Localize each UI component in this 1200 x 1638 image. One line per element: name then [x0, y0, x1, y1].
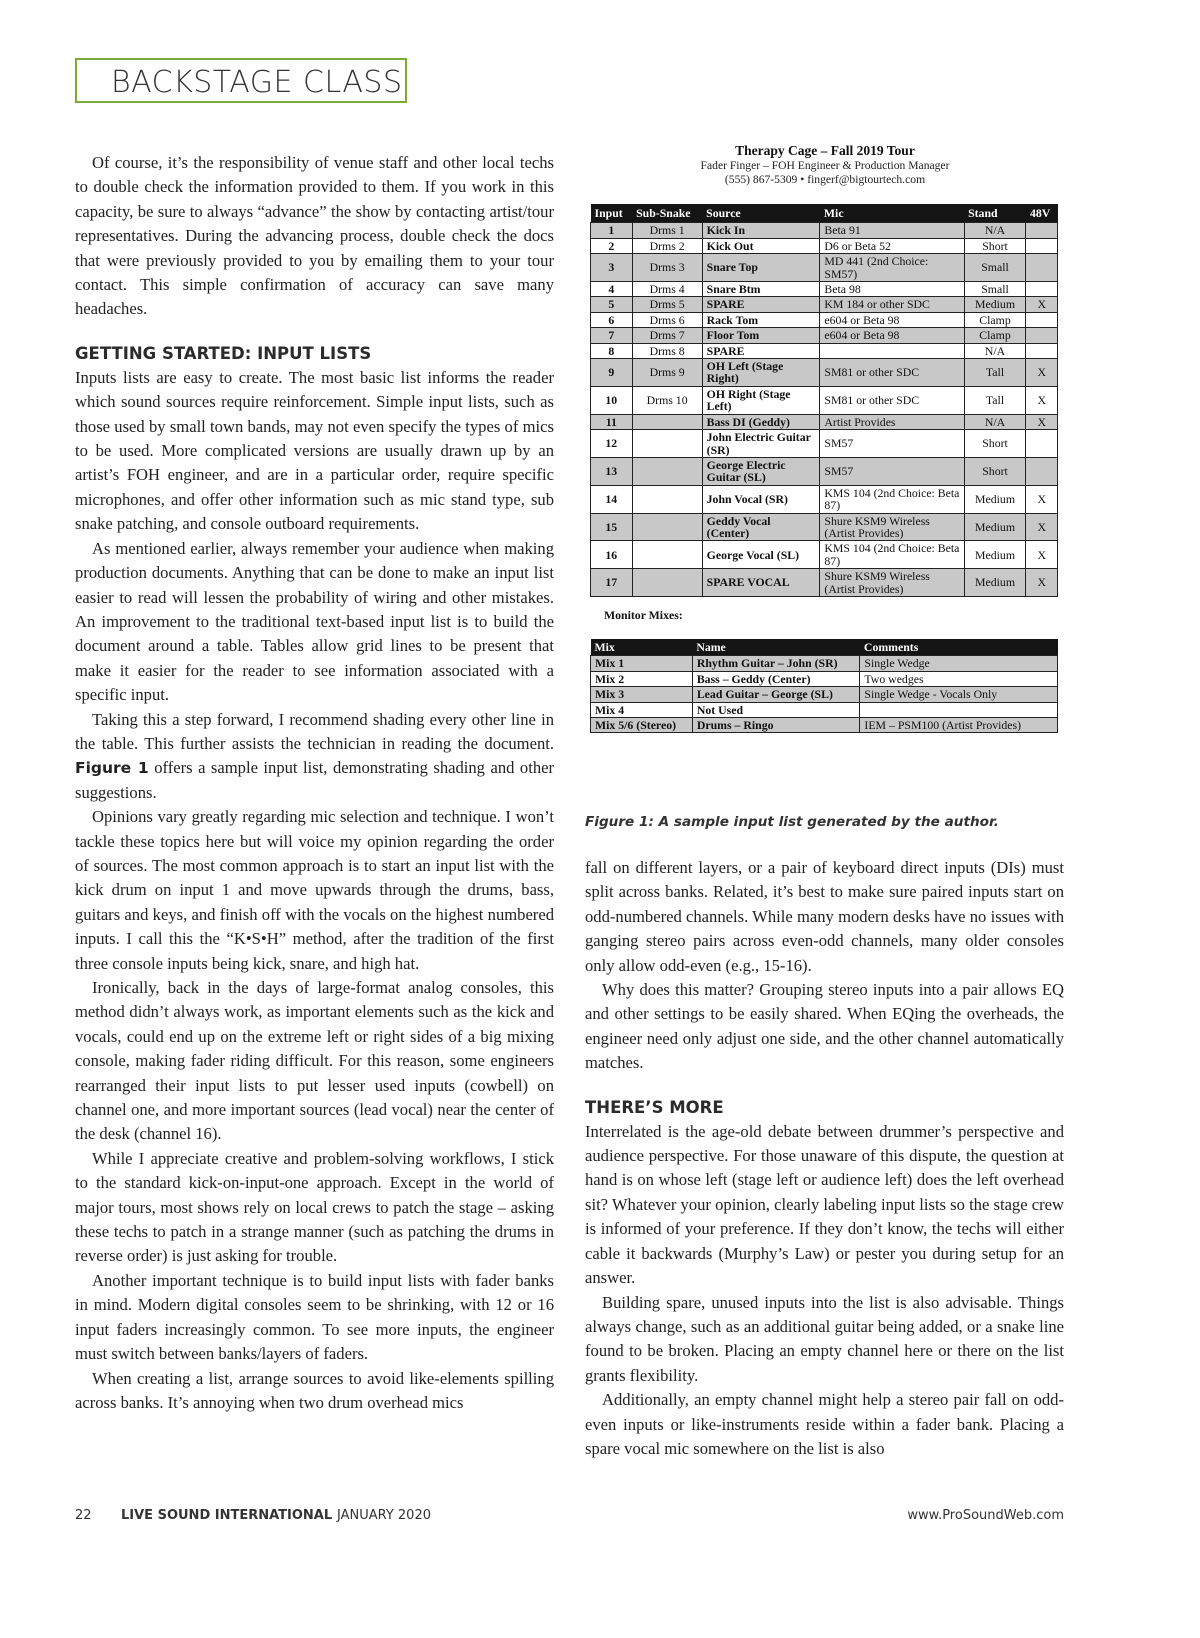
stand-cell: Medium	[964, 569, 1026, 597]
input-number-cell: 12	[591, 430, 633, 458]
magazine-name: LIVE SOUND INTERNATIONAL	[121, 1508, 333, 1523]
sub-snake-cell: Drms 7	[632, 328, 702, 343]
table-row	[591, 718, 1058, 733]
sub-snake-cell: Drms 5	[632, 297, 702, 312]
paragraph-text: offers a sample input list, demonstrating shading and other suggestions.	[75, 758, 555, 802]
comments-cell: Two wedges	[860, 671, 1058, 686]
mix-cell: Mix 2	[591, 671, 693, 686]
mic-cell: SM81 or other SDC	[820, 386, 964, 414]
stand-cell: Short	[964, 238, 1026, 253]
stand-cell: Medium	[964, 541, 1026, 569]
mic-cell: KMS 104 (2nd Choice: Beta 87)	[820, 541, 964, 569]
phantom-power-cell: X	[1026, 569, 1058, 597]
phantom-power-cell: X	[1026, 386, 1058, 414]
article-right-column	[585, 856, 1064, 1461]
paragraph: Opinions vary greatly regarding mic selection and technique. I won’t tackle these topics here but will voice my opinion regarding the order of sources. The most common approach is to start an input list with the kick drum on input 1 and move upwards through the drums, bass, guitars and keys, and finish off with the vocals on the highest numbered inputs. I call this the “K•S•H” method, after the tradition of the first three console inputs being kick, snare, and high hat.	[75, 807, 554, 973]
mix-name-cell: Not Used	[692, 702, 860, 717]
sub-snake-cell: Drms 8	[632, 343, 702, 358]
sub-snake-cell	[632, 457, 702, 485]
mic-cell: SM57	[820, 457, 964, 485]
mix-name-cell: Rhythm Guitar – John (SR)	[692, 656, 860, 671]
phantom-power-cell	[1026, 343, 1058, 358]
table-row	[591, 414, 1058, 429]
table-row	[591, 359, 1058, 387]
table-row	[591, 569, 1058, 597]
mic-cell: e604 or Beta 98	[820, 312, 964, 327]
monitor-mixes-table	[590, 639, 1058, 733]
table-row	[591, 430, 1058, 458]
issue-date: JANUARY 2020	[337, 1508, 431, 1523]
stand-cell: N/A	[964, 343, 1026, 358]
stand-cell: N/A	[964, 414, 1026, 429]
paragraph-text: Taking this a step forward, I recommend shading every other line in the table. This further assists the technician in reading the document.	[75, 709, 554, 753]
paragraph: While I appreciate creative and problem-solving workflows, I stick to the standard kick-on-input-one approach. Except in the world of major tours, most shows rely on local crews to patch the stage – asking these techs to patch in a strange manner (such as patching the drums in reverse order) is just asking for trouble.	[75, 1148, 554, 1266]
mic-cell: Shure KSM9 Wireless (Artist Provides)	[820, 569, 964, 597]
table-row	[591, 297, 1058, 312]
input-number-cell: 7	[591, 328, 633, 343]
table-header-cell: 48V	[1026, 204, 1058, 223]
section-label: BACKSTAGE CLASS	[111, 65, 403, 100]
mix-cell: Mix 5/6 (Stereo)	[591, 718, 693, 733]
source-cell: SPARE VOCAL	[702, 569, 820, 597]
stand-cell: Clamp	[964, 328, 1026, 343]
phantom-power-cell: X	[1026, 297, 1058, 312]
paragraph: fall on different layers, or a pair of keyboard direct inputs (DIs) must split across banks. Related, it’s best to make sure paired inputs start on odd-numbered channels. While many modern desks have no issues with ganging stereo pairs across even-odd channels, many older consoles only allow odd-even (e.g., 15-16).	[585, 858, 1064, 975]
paragraph: When creating a list, arrange sources to avoid like-elements spilling across banks. It’s annoying when two drum overhead mics	[75, 1368, 554, 1412]
mic-cell: MD 441 (2nd Choice: SM57)	[820, 254, 964, 282]
paragraph: Additionally, an empty channel might help a stereo pair fall on odd-even inputs or like-instruments reside within a fader bank. Placing a spare vocal mic somewhere on the list is also	[585, 1390, 1064, 1458]
phantom-power-cell	[1026, 223, 1058, 238]
phantom-power-cell	[1026, 312, 1058, 327]
source-cell: OH Right (Stage Left)	[702, 386, 820, 414]
comments-cell	[860, 702, 1058, 717]
paragraph: Inputs lists are easy to create. The most basic list informs the reader which sound sources require reinforcement. Simple input lists, such as those used by small town bands, may not even specify the types of mics to be used. More complicated versions are usually drawn up by an artist’s FOH engineer, and are in a particular order, require specific microphones, and offer other information such as mic stand type, sub snake patching, and console outboard requirements.	[75, 367, 554, 534]
sub-snake-cell	[632, 541, 702, 569]
mix-name-cell: Drums – Ringo	[692, 718, 860, 733]
sub-snake-cell	[632, 430, 702, 458]
table-header-cell: Mix	[591, 639, 693, 656]
sub-snake-cell	[632, 513, 702, 541]
table-row	[591, 687, 1058, 702]
input-number-cell: 10	[591, 386, 633, 414]
input-number-cell: 4	[591, 282, 633, 297]
input-number-cell: 3	[591, 254, 633, 282]
figure-subtitle: Fader Finger – FOH Engineer & Production Manager	[700, 159, 950, 172]
mic-cell: Beta 98	[820, 282, 964, 297]
page-footer	[75, 1508, 1064, 1528]
input-number-cell: 11	[591, 414, 633, 429]
input-list-table	[590, 204, 1058, 597]
input-number-cell: 8	[591, 343, 633, 358]
mic-cell: e604 or Beta 98	[820, 328, 964, 343]
section-heading: GETTING STARTED: INPUT LISTS	[75, 343, 372, 363]
stand-cell: Medium	[964, 297, 1026, 312]
source-cell: Kick Out	[702, 238, 820, 253]
mix-cell: Mix 3	[591, 687, 693, 702]
stand-cell: Tall	[964, 359, 1026, 387]
phantom-power-cell	[1026, 282, 1058, 297]
table-row	[591, 485, 1058, 513]
mic-cell: D6 or Beta 52	[820, 238, 964, 253]
paragraph: Interrelated is the age-old debate between drummer’s perspective and audience perspective. For those unaware of this dispute, the question at hand is on whose left (stage left or audience left) does the left overhead sit? Whatever your opinion, clearly labeling input lists so the stage crew is informed of your preference. If they don’t know, the techs will either cable it backwards (Murphy’s Law) or pester you during setup for an answer.	[585, 1121, 1064, 1288]
paragraph: Ironically, back in the days of large-format analog consoles, this method didn’t always work, as important elements such as the kick and vocals, could end up on the extreme left or right sides of a big mixing console, making fader riding difficult. For this reason, some engineers rearranged their input lists to put lesser used inputs (cowbell) on channel one, and more important sources (lead vocal) near the center of the desk (channel 16).	[75, 978, 554, 1144]
sub-snake-cell: Drms 1	[632, 223, 702, 238]
input-number-cell: 2	[591, 238, 633, 253]
section-heading: THERE’S MORE	[585, 1097, 724, 1117]
comments-cell: Single Wedge - Vocals Only	[860, 687, 1058, 702]
mic-cell: Beta 91	[820, 223, 964, 238]
stand-cell: Clamp	[964, 312, 1026, 327]
table-row	[591, 238, 1058, 253]
table-row	[591, 312, 1058, 327]
phantom-power-cell	[1026, 238, 1058, 253]
input-number-cell: 15	[591, 513, 633, 541]
input-number-cell: 13	[591, 457, 633, 485]
input-number-cell: 6	[591, 312, 633, 327]
page-number: 22	[75, 1508, 92, 1523]
mix-name-cell: Bass – Geddy (Center)	[692, 671, 860, 686]
phantom-power-cell: X	[1026, 359, 1058, 387]
table-row	[591, 223, 1058, 238]
sub-snake-cell: Drms 6	[632, 312, 702, 327]
monitor-mixes-label: Monitor Mixes:	[604, 607, 683, 622]
table-row	[591, 328, 1058, 343]
sub-snake-cell: Drms 10	[632, 386, 702, 414]
website-url: www.ProSoundWeb.com	[907, 1508, 1064, 1523]
stand-cell: Medium	[964, 513, 1026, 541]
table-row	[591, 541, 1058, 569]
table-header-cell: Name	[692, 639, 860, 656]
mic-cell: Shure KSM9 Wireless (Artist Provides)	[820, 513, 964, 541]
table-header-cell: Input	[591, 204, 633, 223]
table-header-cell: Mic	[820, 204, 964, 223]
stand-cell: Small	[964, 254, 1026, 282]
stand-cell: Short	[964, 457, 1026, 485]
mic-cell	[820, 343, 964, 358]
sub-snake-cell	[632, 485, 702, 513]
source-cell: Rack Tom	[702, 312, 820, 327]
table-row	[591, 671, 1058, 686]
source-cell: SPARE	[702, 343, 820, 358]
input-number-cell: 9	[591, 359, 633, 387]
source-cell: Snare Btm	[702, 282, 820, 297]
input-number-cell: 17	[591, 569, 633, 597]
table-row	[591, 656, 1058, 671]
phantom-power-cell: X	[1026, 414, 1058, 429]
mix-cell: Mix 4	[591, 702, 693, 717]
table-row	[591, 702, 1058, 717]
source-cell: OH Left (Stage Right)	[702, 359, 820, 387]
source-cell: SPARE	[702, 297, 820, 312]
paragraph	[75, 708, 554, 806]
phantom-power-cell	[1026, 328, 1058, 343]
phantom-power-cell	[1026, 430, 1058, 458]
table-header-cell: Comments	[860, 639, 1058, 656]
stand-cell: N/A	[964, 223, 1026, 238]
phantom-power-cell	[1026, 254, 1058, 282]
paragraph: Why does this matter? Grouping stereo inputs into a pair allows EQ and other settings to be easily shared. When EQing the overheads, the engineer need only adjust one side, and the other channel automatically matches.	[585, 980, 1064, 1073]
phantom-power-cell: X	[1026, 485, 1058, 513]
table-header-cell: Stand	[964, 204, 1026, 223]
table-row	[591, 386, 1058, 414]
table-row	[591, 254, 1058, 282]
phantom-power-cell: X	[1026, 541, 1058, 569]
source-cell: Snare Top	[702, 254, 820, 282]
table-row	[591, 513, 1058, 541]
figure-contact: (555) 867-5309 • fingerf@bigtourtech.com	[724, 173, 926, 186]
input-number-cell: 14	[591, 485, 633, 513]
sub-snake-cell: Drms 4	[632, 282, 702, 297]
sub-snake-cell	[632, 569, 702, 597]
table-header-cell: Sub-Snake	[632, 204, 702, 223]
mic-cell: SM81 or other SDC	[820, 359, 964, 387]
comments-cell: Single Wedge	[860, 656, 1058, 671]
stand-cell: Small	[964, 282, 1026, 297]
input-number-cell: 16	[591, 541, 633, 569]
source-cell: John Electric Guitar (SR)	[702, 430, 820, 458]
section-label-box	[75, 58, 407, 103]
phantom-power-cell	[1026, 457, 1058, 485]
sub-snake-cell: Drms 9	[632, 359, 702, 387]
paragraph: Of course, it’s the responsibility of venue staff and other local techs to double check the information provided to them. If you work in this capacity, be sure to always “advance” the show by contacting artist/tour representatives. During the advancing process, double check the docs that were previously provided to you by emailing them to your tour contact. This simple confirmation of accuracy can save many headaches.	[75, 153, 554, 319]
source-cell: Floor Tom	[702, 328, 820, 343]
mix-cell: Mix 1	[591, 656, 693, 671]
input-number-cell: 5	[591, 297, 633, 312]
table-row	[591, 457, 1058, 485]
stand-cell: Medium	[964, 485, 1026, 513]
table-row	[591, 282, 1058, 297]
source-cell: Kick In	[702, 223, 820, 238]
figure-input-list	[590, 143, 1060, 733]
paragraph: As mentioned earlier, always remember your audience when making production documents. Anything that can be done to make an input list easier to read will lessen the probability of wiring and other mistakes. An improvement to the traditional text-based input list is to build the document around a table. Tables allow grid lines to be present that make it easier for the reader to see information associated with a specific input.	[75, 538, 554, 705]
phantom-power-cell: X	[1026, 513, 1058, 541]
figure-caption: Figure 1: A sample input list generated by the author.	[585, 814, 999, 830]
source-cell: Geddy Vocal (Center)	[702, 513, 820, 541]
source-cell: George Electric Guitar (SL)	[702, 457, 820, 485]
table-row	[591, 343, 1058, 358]
paragraph: Building spare, unused inputs into the list is also advisable. Things always change, such as an additional guitar being added, or a snake line found to be broken. Placing an empty channel here or there on the list grants flexibility.	[585, 1292, 1064, 1385]
figure-title: Therapy Cage – Fall 2019 Tour	[735, 143, 915, 158]
article-left-column	[75, 151, 554, 1415]
stand-cell: Short	[964, 430, 1026, 458]
mic-cell: SM57	[820, 430, 964, 458]
comments-cell: IEM – PSM100 (Artist Provides)	[860, 718, 1058, 733]
table-header-cell: Source	[702, 204, 820, 223]
mic-cell: KMS 104 (2nd Choice: Beta 87)	[820, 485, 964, 513]
paragraph: Another important technique is to build input lists with fader banks in mind. Modern digital consoles seem to be shrinking, with 12 or 16 input faders increasingly common. To see more inputs, the engineer must switch between banks/layers of faders.	[75, 1270, 554, 1364]
sub-snake-cell: Drms 3	[632, 254, 702, 282]
source-cell: Bass DI (Geddy)	[702, 414, 820, 429]
sub-snake-cell	[632, 414, 702, 429]
source-cell: George Vocal (SL)	[702, 541, 820, 569]
mic-cell: Artist Provides	[820, 414, 964, 429]
mix-name-cell: Lead Guitar – George (SL)	[692, 687, 860, 702]
stand-cell: Tall	[964, 386, 1026, 414]
input-number-cell: 1	[591, 223, 633, 238]
source-cell: John Vocal (SR)	[702, 485, 820, 513]
sub-snake-cell: Drms 2	[632, 238, 702, 253]
mic-cell: KM 184 or other SDC	[820, 297, 964, 312]
figure-reference: Figure 1	[75, 759, 149, 778]
